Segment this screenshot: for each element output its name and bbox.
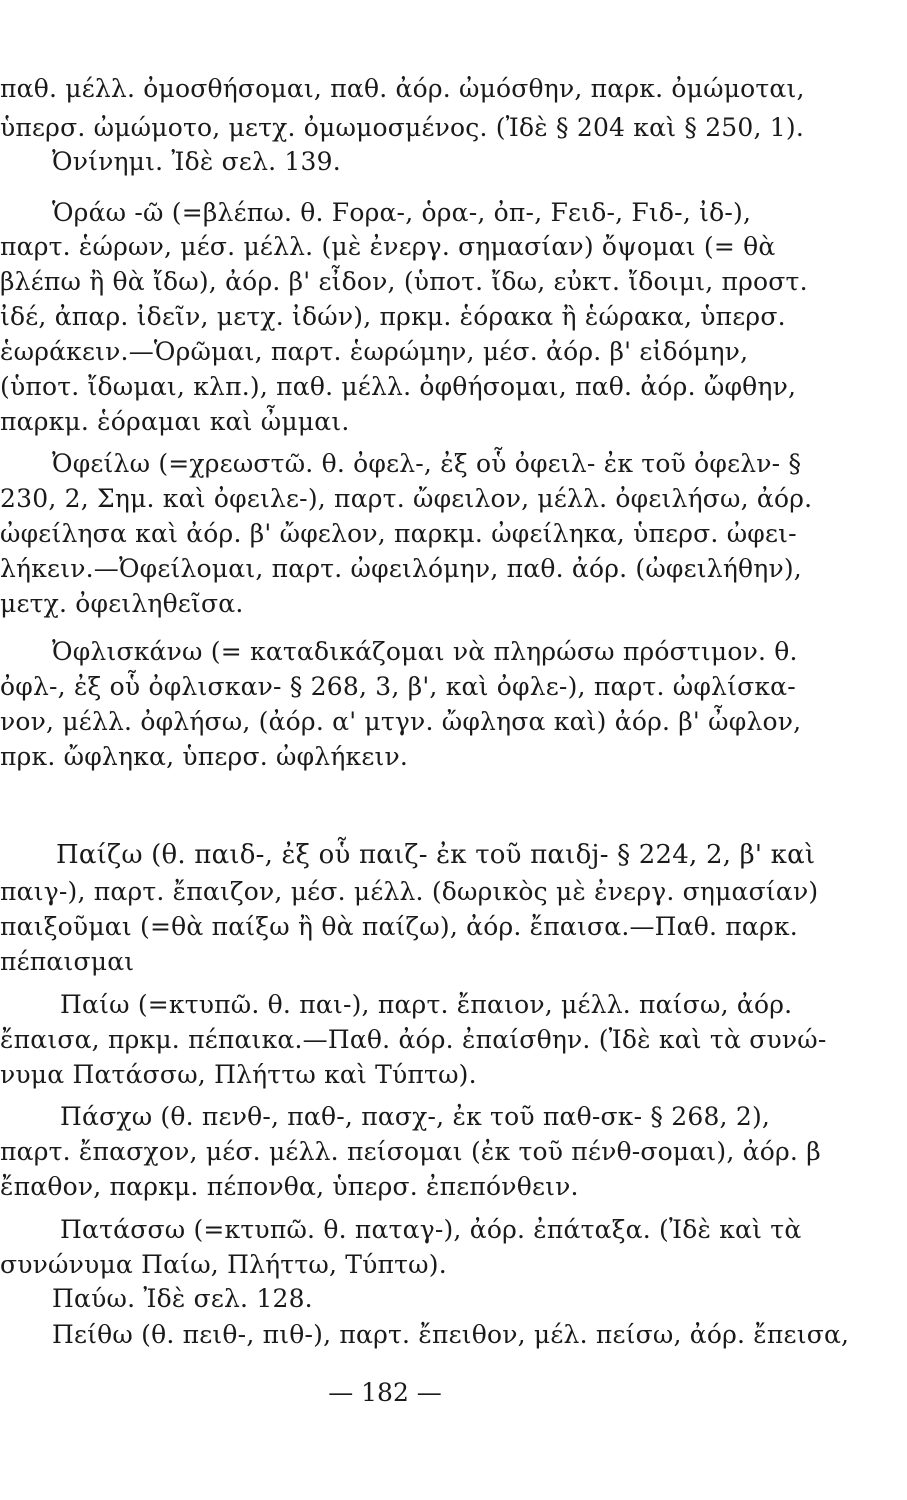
text-line: παρτ. ἔπασχον, μέσ. μέλλ. πείσομαι (ἐκ τοῦ πένθ-σομαι), ἀόρ. β <box>0 1137 821 1166</box>
text-line: πρκ. ὤφληκα, ὑπερσ. ὠφλήκειν. <box>0 742 409 771</box>
page-number: — 182 — <box>328 1378 442 1407</box>
text-line: ἔπαισα, πρκμ. πέπαικα.—Παθ. ἀόρ. ἐπαίσθην. (Ἰδὲ καὶ τὰ συνώ- <box>0 1025 827 1054</box>
text-line: παρτ. ἑώρων, μέσ. μέλλ. (μὲ ἐνεργ. σημασίαν) ὄψομαι (= θὰ <box>0 232 776 261</box>
text-line: Παίζω (θ. παιδ-, ἐξ οὗ παιζ- ἐκ τοῦ παιδj- § 224, 2, β' καὶ <box>56 840 816 870</box>
text-line: νον, μέλλ. ὀφλήσω, (ἀόρ. α' μτγν. ὤφλησα καὶ) ἀόρ. β' ὦφλον, <box>0 707 802 736</box>
text-line: (ὑποτ. ἴδωμαι, κλπ.), παθ. μέλλ. ὀφθήσομαι, παθ. ἀόρ. ὤφθην, <box>0 372 797 401</box>
text-line: Παύω. Ἰδὲ σελ. 128. <box>52 1284 313 1313</box>
text-line: παιξοῦμαι (=θὰ παίξω ἢ θὰ παίζω), ἀόρ. ἔπαισα.—Παθ. παρκ. <box>0 912 798 941</box>
text-line: λήκειν.—Ὀφείλομαι, παρτ. ὠφειλόμην, παθ. ἀόρ. (ὠφειλήθην), <box>0 554 802 583</box>
text-line: Ὀφλισκάνω (= καταδικάζομαι νὰ πληρώσω πρόστιμον. θ. <box>52 637 798 666</box>
text-line: ἑωράκειν.—Ὁρῶμαι, παρτ. ἑωρώμην, μέσ. ἀόρ. β' εἰδόμην, <box>0 337 749 366</box>
text-line: Πατάσσω (=κτυπῶ. θ. παταγ-), ἀόρ. ἐπάταξα. (Ἰδὲ καὶ τὰ <box>60 1215 802 1244</box>
text-line: 230, 2, Σημ. καὶ ὀφειλε-), παρτ. ὤφειλον, μέλλ. ὀφειλήσω, ἀόρ. <box>0 484 813 513</box>
text-line: Παίω (=κτυπῶ. θ. παι-), παρτ. ἔπαιον, μέλλ. παίσω, ἀόρ. <box>60 990 793 1019</box>
text-line: ἔπαθον, παρκμ. πέπονθα, ὑπερσ. ἐπεπόνθειν. <box>0 1172 579 1201</box>
text-line: Ὀφείλω (=χρεωστῶ. θ. ὀφελ-, ἐξ οὗ ὀφειλ- ἐκ τοῦ ὀφελν- § <box>52 449 802 478</box>
text-line: ὑπερσ. ὠμώμοτο, μετχ. ὀμωμοσμένος. (Ἰδὲ § 204 καὶ § 250, 1). <box>0 113 805 142</box>
text-line: ἰδέ, ἀπαρ. ἰδεῖν, μετχ. ἰδών), πρκμ. ἑόρακα ἢ ἑώρακα, ὑπερσ. <box>0 302 786 331</box>
text-line: Πείθω (θ. πειθ-, πιθ-), παρτ. ἔπειθον, μέλ. πείσω, ἀόρ. ἔπεισα, <box>52 1320 850 1349</box>
text-line: Ὀνίνημι. Ἰδὲ σελ. 139. <box>52 147 341 176</box>
text-line: μετχ. ὀφειληθεῖσα. <box>0 589 244 618</box>
text-line: νυμα Πατάσσω, Πλήττω καὶ Τύπτω). <box>0 1060 477 1089</box>
text-line: παρκμ. ἑόραμαι καὶ ὦμμαι. <box>0 407 350 436</box>
text-line: βλέπω ἢ θὰ ἴδω), ἀόρ. β' εἶδον, (ὑποτ. ἴδω, εὐκτ. ἴδοιμι, προστ. <box>0 267 808 296</box>
text-line: παιγ-), παρτ. ἔπαιζον, μέσ. μέλλ. (δωρικὸς μὲ ἐνεργ. σημασίαν) <box>0 877 819 906</box>
text-line: ὀφλ-, ἐξ οὗ ὀφλισκαν- § 268, 3, β', καὶ ὀφλε-), παρτ. ὠφλίσκα- <box>0 672 796 701</box>
text-line: πέπαισμαι <box>0 947 135 976</box>
text-line: ὠφείλησα καὶ ἀόρ. β' ὤφελον, παρκμ. ὠφείληκα, ὑπερσ. ὠφει- <box>0 519 797 548</box>
text-line: Ὁράω -ῶ (=βλέπω. θ. Ϝορα-, ὁρα-, ὀπ-, Ϝειδ-, Ϝιδ-, ἰδ-), <box>52 198 752 227</box>
text-line: συνώνυμα Παίω, Πλήττω, Τύπτω). <box>0 1250 447 1279</box>
text-line: Πάσχω (θ. πενθ-, παθ-, πασχ-, ἐκ τοῦ παθ-σκ- § 268, 2), <box>60 1102 771 1131</box>
text-line: παθ. μέλλ. ὀμοσθήσομαι, παθ. ἀόρ. ὠμόσθην, παρκ. ὀμώμοται, <box>0 74 805 103</box>
